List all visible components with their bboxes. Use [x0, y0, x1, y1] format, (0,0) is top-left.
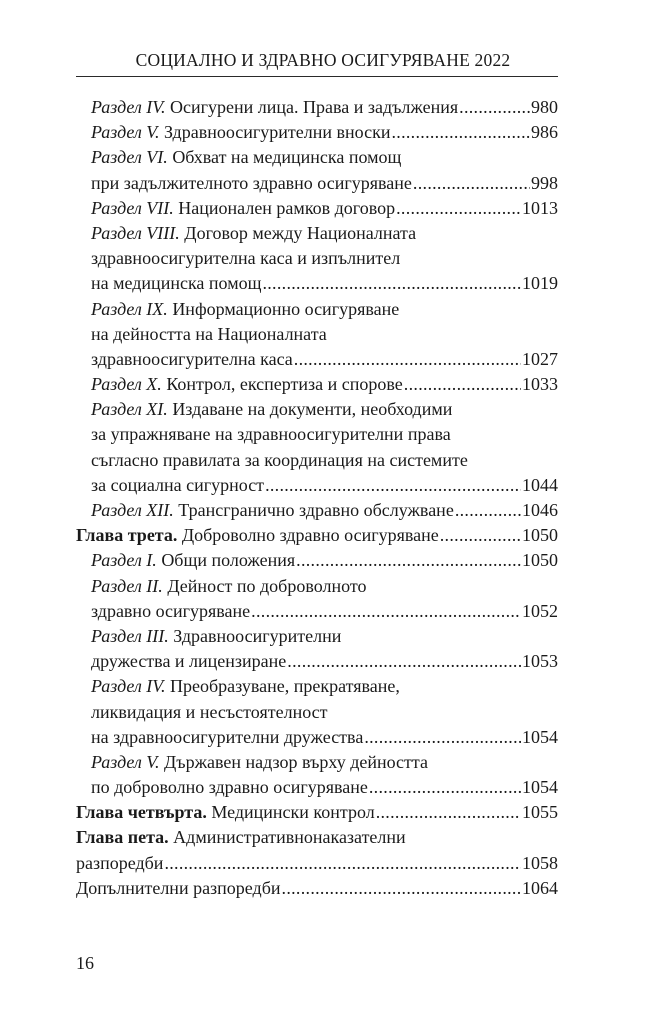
- toc-entry-text: [91, 750, 428, 775]
- toc-page-number: 986: [531, 122, 558, 143]
- toc-entry-text: [91, 700, 328, 725]
- toc-line: [76, 574, 558, 599]
- toc-line: [76, 725, 558, 750]
- toc-title: Дейност по доброволното: [162, 575, 367, 596]
- toc-title: здравноосигурителна каса и изпълнител: [91, 248, 401, 269]
- toc-title: Здравноосигурителни: [168, 625, 342, 646]
- toc-line: [76, 473, 558, 498]
- toc-page-number: 1033: [522, 374, 558, 395]
- toc-line: [76, 372, 558, 397]
- toc-entry-text: [91, 624, 341, 649]
- toc-line: [76, 624, 558, 649]
- toc-entry-text: [91, 397, 452, 422]
- toc-title: на здравноосигурителни дружества: [91, 726, 364, 747]
- toc-line: [76, 775, 558, 800]
- toc-line: [76, 448, 558, 473]
- toc-title: Общи положения: [156, 550, 296, 571]
- section-label: Раздел VIII.: [91, 222, 180, 243]
- toc-title: Информационно осигуряване: [167, 298, 400, 319]
- toc-entry-text: [91, 322, 327, 347]
- toc-entry-text: [91, 145, 401, 170]
- toc-entry-text: [76, 800, 375, 825]
- toc-entry-text: [91, 548, 295, 573]
- toc-title: по доброволно здравно осигуряване: [91, 777, 368, 798]
- dot-leader: [164, 851, 521, 876]
- toc-title: Договор между Националната: [179, 222, 417, 243]
- dot-leader: [287, 649, 521, 674]
- toc-line: [76, 674, 558, 699]
- toc-line: [76, 422, 558, 447]
- dot-leader: [265, 473, 521, 498]
- section-label: Раздел X.: [91, 374, 162, 395]
- chapter-label: Глава трета.: [76, 525, 178, 546]
- dot-leader: [455, 498, 521, 523]
- header-rule: [76, 76, 558, 77]
- dot-leader: [440, 523, 521, 548]
- toc-page-number: 1054: [522, 726, 558, 747]
- toc-title: здравноосигурителна каса: [91, 348, 293, 369]
- toc-title: съгласно правилата за координация на системите: [91, 449, 468, 470]
- toc-title: Държавен надзор върху дейността: [159, 751, 428, 772]
- toc-title: на медицинска помощ: [91, 273, 262, 294]
- toc-title: дружества и лицензиране: [91, 651, 287, 672]
- toc-page-number: 1052: [522, 600, 558, 621]
- toc-title: ликвидация и несъстоятелност: [91, 701, 328, 722]
- table-of-contents: [76, 95, 558, 901]
- section-label: Раздел II.: [91, 575, 163, 596]
- toc-line: [76, 851, 558, 876]
- toc-line: [76, 649, 558, 674]
- running-header: СОЦИАЛНО И ЗДРАВНО ОСИГУРЯВАНЕ 2022: [135, 50, 511, 70]
- toc-entry-text: [91, 171, 412, 196]
- toc-entry-text: [91, 372, 403, 397]
- toc-entry-text: [91, 120, 390, 145]
- toc-entry-text: [76, 825, 406, 850]
- toc-line: [76, 221, 558, 246]
- toc-title: при задължителното здравно осигуряване: [91, 172, 412, 193]
- toc-line: [76, 322, 558, 347]
- dot-leader: [391, 120, 530, 145]
- section-label: Раздел V.: [91, 122, 160, 143]
- toc-line: [76, 750, 558, 775]
- toc-title: Преобразуване, прекратяване,: [165, 676, 400, 697]
- dot-leader: [404, 372, 521, 397]
- toc-title: Контрол, експертиза и спорове: [161, 374, 403, 395]
- toc-entry-text: [91, 599, 250, 624]
- toc-page-number: 1046: [522, 500, 558, 520]
- toc-line: [76, 599, 558, 624]
- toc-entry-text: [91, 422, 451, 447]
- dot-leader: [294, 347, 521, 372]
- dot-leader: [251, 599, 521, 624]
- toc-page-number: 1019: [522, 273, 558, 294]
- toc-line: [76, 800, 558, 825]
- toc-line: [76, 120, 558, 145]
- toc-line: [76, 196, 558, 221]
- toc-page-number: 1050: [522, 525, 558, 546]
- section-label: Раздел I.: [91, 550, 157, 571]
- toc-entry-text: [91, 246, 400, 271]
- toc-page-number: 1053: [522, 651, 558, 672]
- toc-title: Осигурени лица. Права и задължения: [165, 97, 459, 117]
- toc-line: [76, 498, 558, 523]
- toc-page-number: 1027: [522, 348, 558, 369]
- toc-title: Издаване на документи, необходими: [167, 399, 453, 420]
- toc-title: Здравноосигурителни вноски: [159, 122, 391, 143]
- toc-entry-text: [91, 448, 468, 473]
- toc-line: [76, 397, 558, 422]
- section-label: Раздел XII.: [91, 500, 174, 520]
- toc-page-number: 1013: [522, 197, 558, 218]
- toc-page-number: 1055: [522, 802, 558, 823]
- toc-entry-text: [91, 674, 400, 699]
- dot-leader: [369, 775, 521, 800]
- toc-entry-text: [91, 725, 363, 750]
- toc-line: [76, 271, 558, 296]
- toc-line: [76, 145, 558, 170]
- toc-page-number: 1064: [522, 877, 558, 898]
- toc-page-number: 980: [531, 97, 558, 117]
- toc-entry-text: [76, 523, 439, 548]
- dot-leader: [262, 271, 521, 296]
- toc-line: [76, 876, 558, 901]
- toc-entry-text: [91, 196, 395, 221]
- toc-page-number: 1058: [522, 852, 558, 873]
- toc-entry-text: [76, 851, 163, 876]
- toc-page-number: 1050: [522, 550, 558, 571]
- toc-line: [76, 825, 558, 850]
- toc-entry-text: [91, 221, 416, 246]
- dot-leader: [296, 548, 521, 573]
- toc-line: [76, 246, 558, 271]
- toc-title: Медицински контрол: [206, 802, 375, 823]
- section-label: Раздел III.: [91, 625, 169, 646]
- section-label: Раздел XI.: [91, 399, 168, 420]
- toc-title: Доброволно здравно осигуряване: [177, 525, 439, 546]
- toc-title: здравно осигуряване: [91, 600, 251, 621]
- toc-line: [76, 95, 558, 120]
- section-label: Раздел VI.: [91, 147, 168, 168]
- toc-line: [76, 297, 558, 322]
- toc-title: Трансгранично здравно обслужване: [173, 500, 454, 520]
- toc-entry-text: [91, 649, 286, 674]
- toc-entry-text: [91, 297, 399, 322]
- toc-title: Национален рамков договор: [173, 197, 396, 218]
- dot-leader: [396, 196, 521, 221]
- section-label: Раздел IV.: [91, 97, 166, 117]
- section-label: Раздел IX.: [91, 298, 168, 319]
- dot-leader: [459, 95, 530, 120]
- toc-entry-text: [76, 876, 281, 901]
- toc-title: за социална сигурност: [91, 474, 265, 495]
- page-number: 16: [76, 953, 94, 973]
- section-label: Раздел V.: [91, 751, 160, 772]
- toc-title: Допълнителни разпоредби: [76, 877, 281, 898]
- toc-line: [76, 548, 558, 573]
- toc-entry-text: [91, 498, 454, 523]
- section-label: Раздел VII.: [91, 197, 174, 218]
- toc-page-number: 998: [531, 172, 558, 193]
- toc-entry-text: [91, 95, 458, 120]
- chapter-label: Глава четвърта.: [76, 802, 207, 823]
- toc-entry-text: [91, 347, 293, 372]
- toc-page-number: 1054: [522, 777, 558, 798]
- toc-entry-text: [91, 473, 264, 498]
- toc-title: Обхват на медицинска помощ: [167, 147, 402, 168]
- toc-entry-text: [91, 271, 261, 296]
- toc-line: [76, 700, 558, 725]
- dot-leader: [413, 171, 530, 196]
- toc-title: на дейността на Националната: [91, 323, 327, 344]
- toc-entry-text: [91, 775, 368, 800]
- toc-line: [76, 523, 558, 548]
- toc-title: Административнонаказателни: [168, 827, 406, 848]
- toc-line: [76, 347, 558, 372]
- toc-entry-text: [91, 574, 366, 599]
- dot-leader: [364, 725, 521, 750]
- section-label: Раздел IV.: [91, 676, 166, 697]
- dot-leader: [376, 800, 521, 825]
- toc-line: [76, 171, 558, 196]
- toc-page-number: 1044: [522, 474, 558, 495]
- chapter-label: Глава пета.: [76, 827, 169, 848]
- toc-title: за упражняване на здравноосигурителни права: [91, 424, 451, 445]
- dot-leader: [282, 876, 521, 901]
- toc-title: разпоредби: [76, 852, 164, 873]
